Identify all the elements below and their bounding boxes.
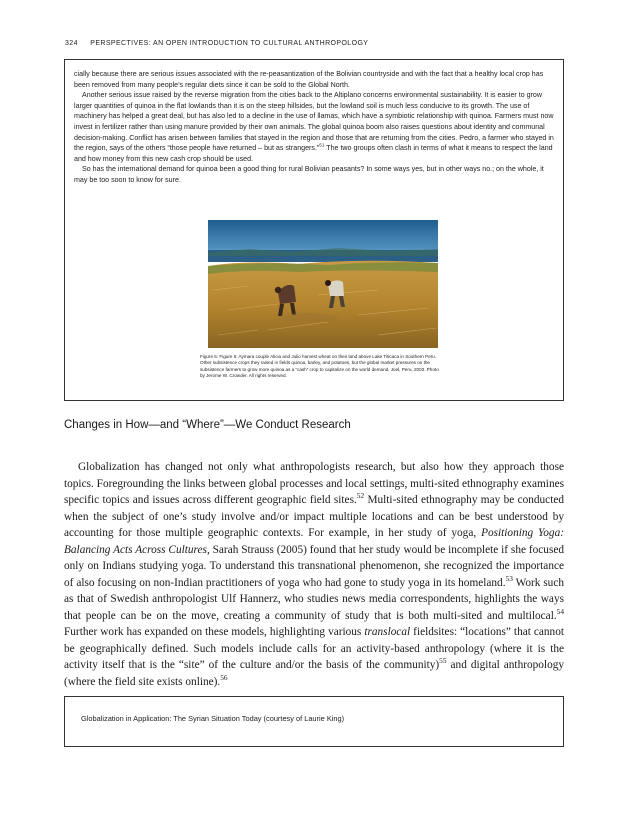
figure-caption: Figure 5: Figure 5: Aymara couple Alicia and Julio harvest wheat on their land above Lake Titicaca in Southern Peru. Other subsistence crops they raised in fields quinoa, barley, and potatoes, but the global market pressures on the subsistence farmers to grow more quinoa as a “cash” crop to capitalize on the world demand. Joel, Peru, 2003. Photo by Jerome W. Crowder. All rights reserved. (200, 354, 439, 379)
body-text-segment: Multi-sited ethnography may be conducted when the subject of one’s study involve and/or impact multiple locations and can be best understood by accounting for those multiple geographic contexts. For example, in her study of yoga, (64, 494, 564, 539)
body-text-segment: fieldsites: “locations” that cannot be geographically defined. Such models include calls for an activity-based anthropology (where it is the activity itself that is the “site” of the culture and/or the basis of the community) (64, 626, 564, 671)
body-text-segment: Globalization has changed not only what anthropologists research, but also how they approach those topics. Foregrounding the links between global processes and local settings, multi-sited ethnography examines specific topics and issues across different geographic field sites. (64, 461, 564, 506)
case-paragraph-3: So has the international demand for quinoa been a good thing for rural Bolivian peasants? In some ways yes, but in other ways no.; on the whole, it may be too soon to know for sure. (74, 165, 544, 184)
figure-photo-quinoa-harvest (208, 220, 438, 348)
footnote-53[interactable]: 53 (505, 573, 513, 583)
case-paragraph-2-continued: The two groups often clash in terms of what it means to respect the land and how money from this new cash crop should be used. (74, 144, 553, 163)
footnote-51[interactable]: 51 (319, 142, 325, 148)
body-text-segment: and digital anthropology (where the field site exists online). (64, 659, 565, 688)
section-heading: Changes in How—and “Where”—We Conduct Research (64, 419, 351, 431)
running-title: PERSPECTIVES: AN OPEN INTRODUCTION TO CULTURAL ANTHROPOLOGY (90, 40, 369, 47)
body-text-segment: , Sarah Strauss (2005) found that her study would be incomplete if she focused only on Indians studying yoga. To understand this transnational phenomenon, she recognized the importance of also focusing on non-Indian practitioners of yoga who had gone to study yoga in its homeland. (64, 543, 565, 589)
running-header (65, 40, 565, 47)
case-paragraph-1: cially because there are serious issues associated with the re-peasantization of the Bolivian countryside and with the fact that a healthy local crop has been removed from many people’s regular diets since it can be sold to the Global North. (74, 70, 544, 89)
application-box-title: Globalization in Application: The Syrian Situation Today (courtesy of Laurie King) (81, 714, 345, 723)
case-study-box (64, 59, 564, 401)
case-study-text (74, 69, 554, 186)
footnote-52[interactable]: 52 (356, 491, 365, 501)
harvest-photo-illustration (208, 220, 438, 348)
case-paragraph-2-text: Another serious issue raised by the reverse migration from the cities back to the Altiplano concerns environmental sustainability. It is easier to grow larger quantities of quinoa in the flat lowlands than it is on the steep hillsides, but the lowland soil is much less conducive to its growth. The use of machinery has helped a great deal, but has also led to a decline in the use of llamas, which have a symbiotic relationship with quinoa. Farmers must now invest in fertilizer rather than using manure provided by their own animals. The global quinoa boom also raises questions about identity and communal decision-making. Conflict has arisen between families that stayed in the region and those that are returning from the cities. Pedro, a farmer who stayed in the region, says of the others “those people have returned – but as strangers.” (74, 91, 554, 153)
footnote-55[interactable]: 55 (439, 656, 447, 666)
page-number: 324 (65, 40, 78, 47)
body-text-segment: Further work has expanded on these models, highlighting various (64, 626, 365, 638)
case-paragraph-2 (74, 90, 554, 164)
application-box (64, 696, 564, 747)
body-paragraph (64, 459, 564, 690)
footnote-56[interactable]: 56 (220, 672, 228, 682)
book-title: Positioning Yoga: Balancing Acts Across Cultures (64, 527, 564, 556)
term-translocal: translocal (364, 626, 411, 638)
footnote-54[interactable]: 54 (556, 606, 564, 616)
body-text (64, 459, 564, 690)
body-text-segment: Work such as that of Swedish anthropologist Ulf Hannerz, who studies news media correspondents, highlights the ways that people can be on the move, creating a community of study that is both multi-sited and multilocal. (64, 576, 564, 622)
